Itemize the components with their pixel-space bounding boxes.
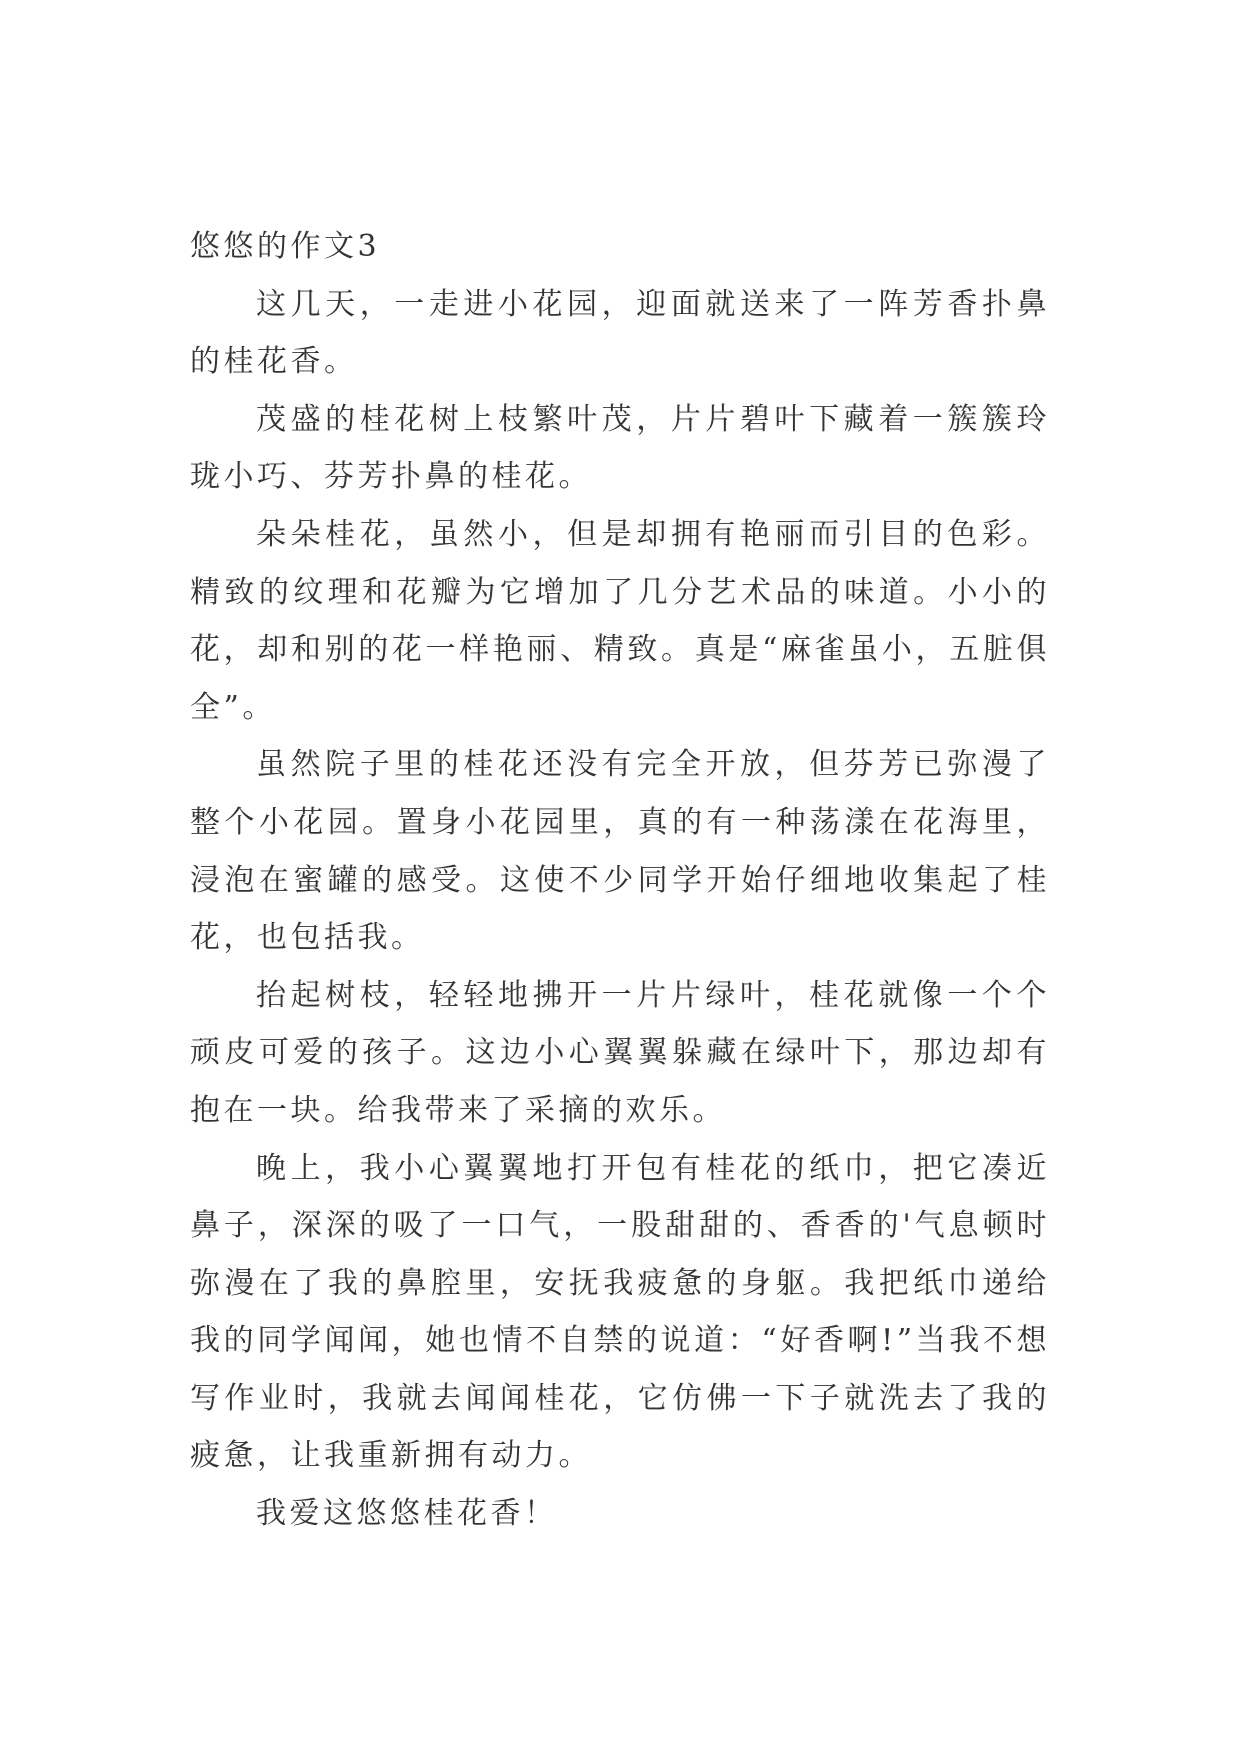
document-body — [190, 218, 1050, 1543]
paragraph-5: 抬起树枝，轻轻地拂开一片片绿叶，桂花就像一个个顽皮可爱的孩子。这边小心翼翼躲藏在绿叶下，那边却有抱在一块。给我带来了采摘的欢乐。 — [190, 977, 1050, 1128]
document-title: 悠悠的作文3 — [190, 229, 381, 264]
paragraph-1: 这几天，一走进小花园，迎面就送来了一阵芳香扑鼻的桂花香。 — [190, 286, 1050, 380]
paragraph-4: 虽然院子里的桂花还没有完全开放，但芬芳已弥漫了整个小花园。置身小花园里，真的有一种荡漾在花海里，浸泡在蜜罐的感受。这使不少同学开始仔细地收集起了桂花，也包括我。 — [190, 747, 1050, 956]
paragraph-2: 茂盛的桂花树上枝繁叶茂，片片碧叶下藏着一簇簇玲珑小巧、芬芳扑鼻的桂花。 — [190, 401, 1050, 495]
paragraph-6: 晚上，我小心翼翼地打开包有桂花的纸巾，把它凑近鼻子，深深的吸了一口气，一股甜甜的、香香的'气息顿时弥漫在了我的鼻腔里，安抚我疲惫的身躯。我把纸巾递给我的同学闻闻，她也情不自禁的说道：“好香啊!”当我不想写作业时，我就去闻闻桂花，它仿佛一下子就洗去了我的疲惫，让我重新拥有动力。 — [190, 1150, 1050, 1474]
paragraph-3: 朵朵桂花，虽然小，但是却拥有艳丽而引目的色彩。精致的纹理和花瓣为它增加了几分艺术品的味道。小小的花，却和别的花一样艳丽、精致。真是“麻雀虽小，五脏俱全”。 — [190, 516, 1050, 725]
paragraph-7: 我爱这悠悠桂花香！ — [256, 1496, 558, 1532]
